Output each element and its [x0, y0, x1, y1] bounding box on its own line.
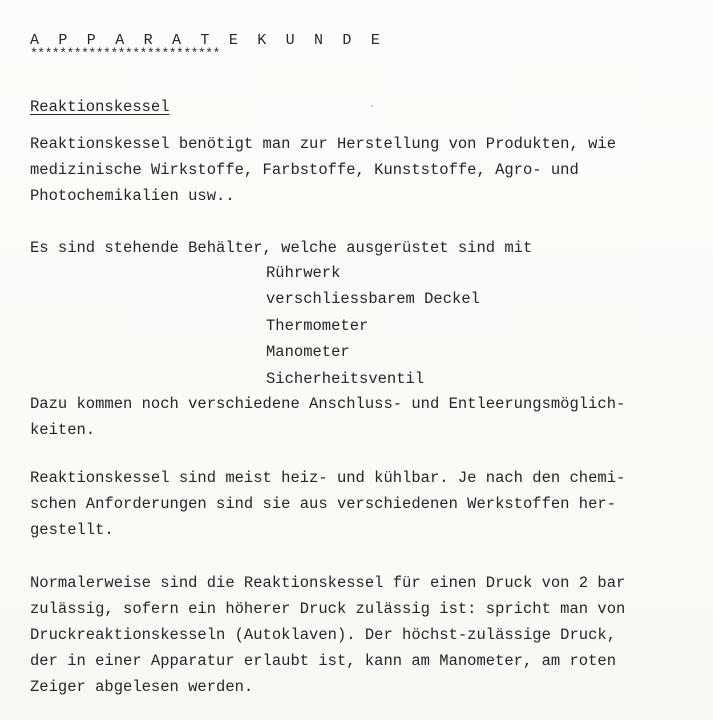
paragraph4-line: zulässig, sofern ein höherer Druck zulässig ist: spricht man von	[30, 600, 626, 618]
document-title: A P P A R A T E K U N D E	[30, 32, 386, 49]
paragraph1-line: Photochemikalien usw..	[30, 187, 235, 205]
paragraph3-line: Reaktionskessel sind meist heiz- und kühlbar. Je nach den chemi-	[30, 469, 626, 487]
title-asterisk-underline: **************************	[30, 46, 220, 61]
paragraph2-intro: Es sind stehende Behälter, welche ausgerüstet sind mit	[30, 239, 533, 257]
paragraph1-line: Reaktionskessel benötigt man zur Herstellung von Produkten, wie	[30, 135, 616, 153]
equipment-list-item: verschliessbarem Deckel	[266, 290, 480, 308]
paragraph4-line: Druckreaktionskesseln (Autoklaven). Der höchst-zulässige Druck,	[30, 626, 616, 644]
section-title: Reaktionskessel	[30, 98, 170, 116]
paragraph3-line: gestellt.	[30, 521, 114, 539]
equipment-list-item: Thermometer	[266, 317, 369, 335]
paragraph2-line: keiten.	[30, 421, 96, 439]
paragraph4-line: der in einer Apparatur erlaubt ist, kann am Manometer, am roten	[30, 652, 616, 670]
paragraph1-line: medizinische Wirkstoffe, Farbstoffe, Kunststoffe, Agro- und	[30, 161, 579, 179]
paragraph3-line: schen Anforderungen sind sie aus verschiedenen Werkstoffen her-	[30, 495, 616, 513]
paragraph2-line: Dazu kommen noch verschiedene Anschluss- und Entleerungsmöglich-	[30, 395, 626, 413]
equipment-list-item: Rührwerk	[266, 264, 341, 282]
paragraph4-line: Zeiger abgelesen werden.	[30, 678, 254, 696]
equipment-list-item: Manometer	[266, 343, 350, 361]
paper-speck	[371, 105, 373, 107]
equipment-list-item: Sicherheitsventil	[266, 370, 425, 388]
paragraph4-line: Normalerweise sind die Reaktionskessel für einen Druck von 2 bar	[30, 574, 626, 592]
